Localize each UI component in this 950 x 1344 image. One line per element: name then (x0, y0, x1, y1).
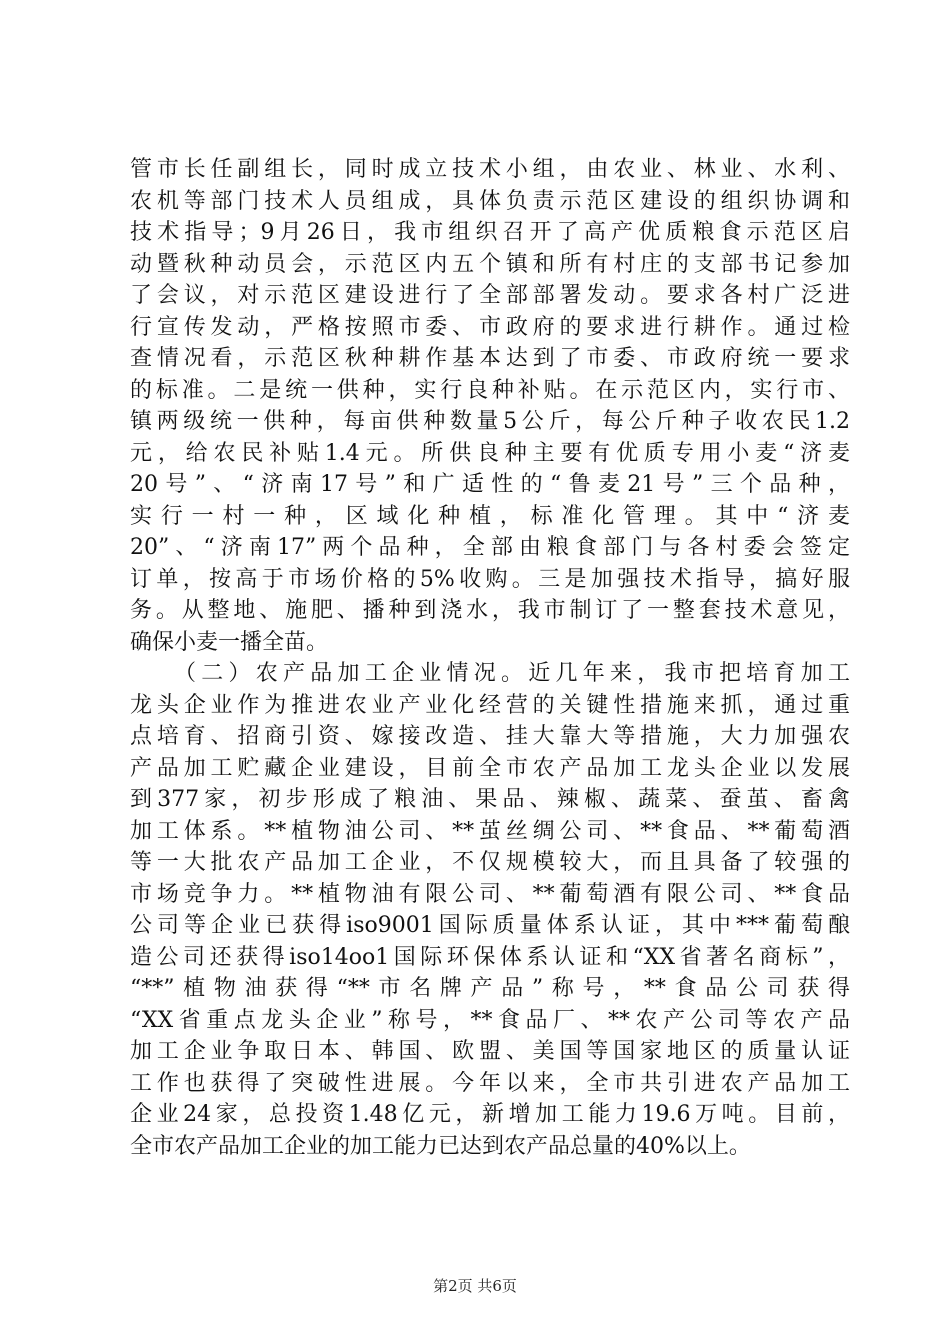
text-line: 行宣传发动，严格按照市委、市政府的要求进行耕作。通过检 (130, 314, 850, 340)
text-line: （二）农产品加工企业情况。近几年来，我市把培育加工 (174, 661, 850, 686)
text-line: 务。从整地、施肥、播种到浇水，我市制订了一整套技术意见， (130, 598, 850, 623)
text-line: 加工体系。**植物油公司、**茧丝绸公司、**食品、**葡萄酒 (130, 818, 850, 844)
text-line: “XX省重点龙头企业”称号，**食品厂、**农产公司等农产品 (130, 1007, 850, 1033)
text-line: 市场竞争力。**植物油有限公司、**葡萄酒有限公司、**食品 (130, 881, 850, 907)
text-line: 订单，按高于市场价格的5%收购。三是加强技术指导，搞好服 (130, 566, 850, 592)
text-line: 查情况看，示范区秋种耕作基本达到了市委、市政府统一要求 (130, 346, 850, 371)
body-text (130, 154, 850, 1162)
text-line: 元，给农民补贴1.4元。所供良种主要有优质专用小麦“济麦 (130, 440, 850, 466)
text-line: 公司等企业已获得iso9001国际质量体系认证，其中***葡萄酿 (130, 913, 850, 938)
text-line: 到377家，初步形成了粮油、果品、辣椒、蔬菜、蚕茧、畜禽 (130, 787, 850, 812)
text-line: 20”、“济南17”两个品种，全部由粮食部门与各村委会签定 (130, 535, 850, 560)
text-line: “**”植物油获得“**市名牌产品”称号，**食品公司获得 (130, 976, 850, 1001)
text-line: 加工企业争取日本、韩国、欧盟、美国等国家地区的质量认证 (130, 1039, 850, 1064)
text-line: 技术指导；9月26日，我市组织召开了高产优质粮食示范区启 (130, 220, 850, 245)
text-line: 20号”、“济南17号”和广适性的“鲁麦21号”三个品种， (130, 472, 850, 497)
text-line: 实行一村一种，区域化种植，标准化管理。其中“济麦 (130, 503, 850, 529)
text-line: 等一大批农产品加工企业，不仅规模较大，而且具备了较强的 (130, 850, 850, 875)
text-line: 全市农产品加工企业的加工能力已达到农产品总量的40%以上。 (130, 1133, 751, 1159)
text-line: 确保小麦一播全苗。 (130, 629, 329, 655)
text-line: 产品加工贮藏企业建设，目前全市农产品加工龙头企业以发展 (130, 755, 850, 781)
text-line: 了会议，对示范区建设进行了全部部署发动。要求各村广泛进 (130, 283, 850, 308)
text-line: 造公司还获得iso14oo1国际环保体系认证和“XX省著名商标”， (130, 944, 850, 970)
page-footer: 第2页 共6页 (433, 1277, 517, 1295)
text-line: 农机等部门技术人员组成，具体负责示范区建设的组织协调和 (130, 188, 850, 214)
text-line: 的标准。二是统一供种，实行良种补贴。在示范区内，实行市、 (130, 377, 850, 403)
text-line: 动暨秋种动员会，示范区内五个镇和所有村庄的支部书记参加 (130, 251, 850, 277)
text-line: 工作也获得了突破性进展。今年以来，全市共引进农产品加工 (130, 1070, 850, 1096)
text-line: 管市长任副组长，同时成立技术小组，由农业、林业、水利、 (130, 157, 850, 182)
text-line: 镇两级统一供种，每亩供种数量5公斤，每公斤种子收农民1.2 (130, 409, 850, 434)
text-line: 企业24家，总投资1.48亿元，新增加工能力19.6万吨。目前， (130, 1102, 850, 1127)
text-line: 龙头企业作为推进农业产业化经营的关键性措施来抓，通过重 (130, 692, 850, 718)
text-line: 点培育、招商引资、嫁接改造、挂大靠大等措施，大力加强农 (130, 724, 850, 749)
